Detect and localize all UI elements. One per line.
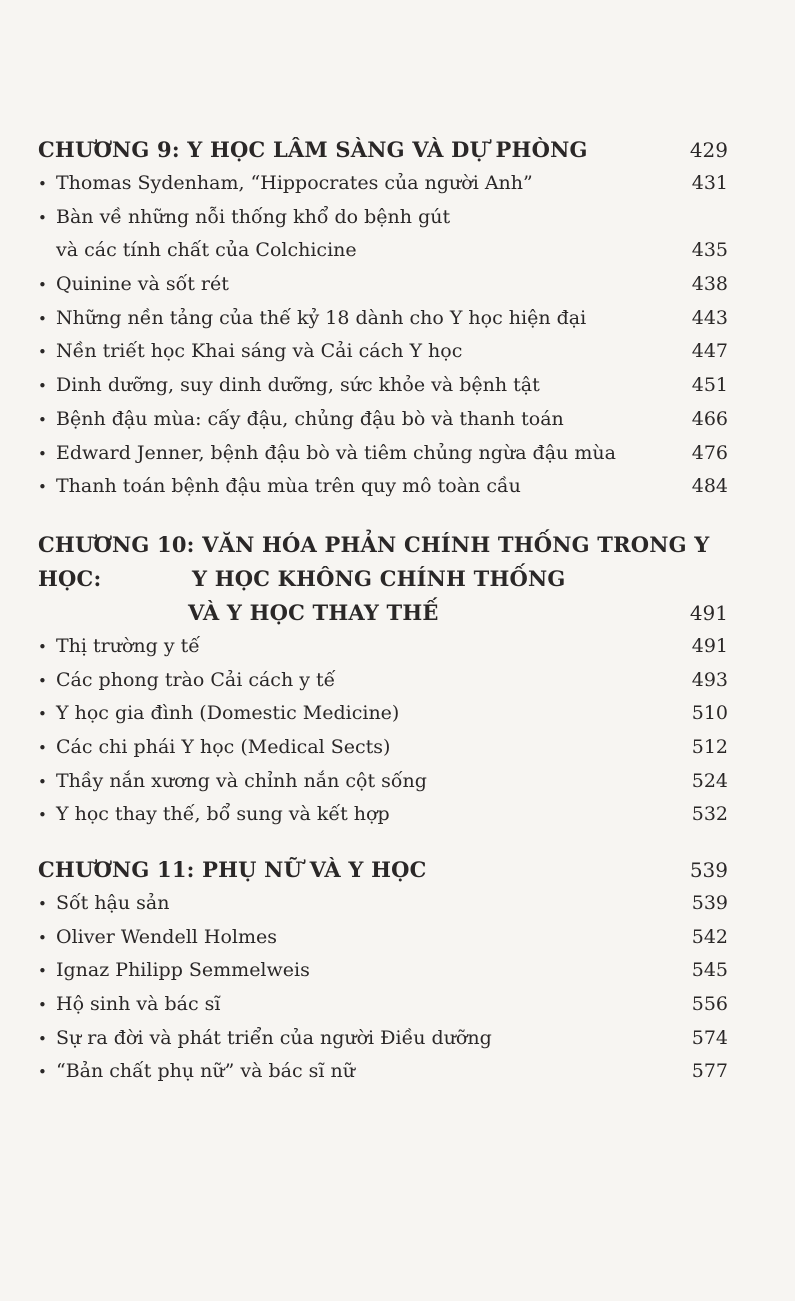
- bullet: •: [38, 377, 47, 396]
- bullet: •: [38, 671, 47, 690]
- entry-text: Oliver Wendell Holmes: [56, 925, 277, 948]
- bullet: •: [38, 1063, 47, 1082]
- entry-text: Thomas Sydenham, “Hippocrates của người Anh”: [56, 172, 533, 194]
- entry-page: 493: [691, 668, 728, 691]
- toc-entry: [38, 201, 728, 268]
- toc-entry: [38, 630, 728, 664]
- entry-page: 510: [691, 702, 728, 725]
- entry-page: 542: [691, 925, 728, 948]
- bullet: •: [38, 806, 47, 825]
- toc-entry: [38, 921, 728, 955]
- chapter-heading: [38, 853, 728, 887]
- toc-entry: [38, 731, 728, 765]
- entry-page: 484: [691, 475, 728, 498]
- entry-page: 451: [691, 374, 728, 397]
- entry-text: Dinh dưỡng, suy dinh dưỡng, sức khỏe và bệnh tật: [56, 374, 540, 397]
- entry-text: Bàn về những nỗi thống khổ do bệnh gút: [56, 205, 451, 228]
- bullet: •: [38, 410, 47, 429]
- entry-page: 443: [691, 306, 728, 329]
- bullet: •: [38, 1029, 47, 1048]
- toc-entry: [38, 1022, 728, 1056]
- bullet: •: [38, 705, 47, 724]
- entry-page: 435: [691, 239, 728, 262]
- entry-page: 512: [691, 735, 728, 758]
- chapter-title: CHƯƠNG 10: VĂN HÓA PHẢN CHÍNH THỐNG TRONG Y HỌC:: [38, 531, 710, 591]
- toc-entry: [38, 167, 728, 201]
- bullet: •: [38, 208, 47, 227]
- entry-text: Sốt hậu sản: [56, 892, 170, 914]
- entry-page: 574: [691, 1026, 728, 1049]
- chapter-page: 539: [689, 858, 728, 882]
- chapter-title-line2: Y HỌC KHÔNG CHÍNH THỐNG: [192, 565, 566, 591]
- toc-entry: [38, 437, 728, 471]
- entry-page: 532: [691, 803, 728, 826]
- toc-entry: [38, 954, 728, 988]
- entry-page: 524: [691, 769, 728, 792]
- entry-text: Các phong trào Cải cách y tế: [56, 668, 336, 691]
- entry-text: Ignaz Philipp Semmelweis: [56, 959, 310, 982]
- bullet: •: [38, 738, 47, 757]
- entry-page: 476: [691, 441, 728, 464]
- bullet: •: [38, 175, 47, 193]
- entry-page: 466: [691, 407, 728, 430]
- chapter-page: 491: [689, 600, 728, 625]
- entry-page: 431: [691, 172, 728, 194]
- entry-text: Quinine và sốt rét: [56, 273, 229, 296]
- entry-page: 545: [691, 959, 728, 982]
- bullet: •: [38, 996, 47, 1015]
- toc-entry: [38, 369, 728, 403]
- entry-text: Nền triết học Khai sáng và Cải cách Y học: [56, 340, 463, 363]
- table-of-contents: [38, 133, 728, 1089]
- bullet: •: [38, 276, 47, 295]
- toc-entry: [38, 887, 728, 921]
- bullet: •: [38, 343, 47, 362]
- bullet: •: [38, 637, 47, 656]
- entry-text: Thầy nắn xương và chỉnh nắn cột sống: [56, 769, 427, 792]
- bullet: •: [38, 444, 47, 463]
- toc-entry: [38, 798, 728, 832]
- toc-entry: [38, 268, 728, 302]
- entry-text: Thị trường y tế: [56, 634, 200, 657]
- bullet: •: [38, 962, 47, 981]
- chapter-heading: [38, 133, 728, 167]
- entry-text: Bệnh đậu mùa: cấy đậu, chủng đậu bò và thanh toán: [56, 407, 564, 430]
- bullet: •: [38, 309, 47, 328]
- entry-text: Những nền tảng của thế kỷ 18 dành cho Y học hiện đại: [56, 306, 587, 329]
- entry-page: 577: [691, 1060, 728, 1083]
- chapter-title: CHƯƠNG 9: Y HỌC LÂM SÀNG VÀ DỰ PHÒNG: [38, 137, 588, 162]
- toc-entry: [38, 697, 728, 731]
- entry-text: Các chi phái Y học (Medical Sects): [56, 735, 391, 758]
- bullet: •: [38, 928, 47, 947]
- entry-page: 447: [691, 340, 728, 363]
- chapter-title: CHƯƠNG 11: PHỤ NỮ VÀ Y HỌC: [38, 857, 427, 882]
- entry-text: Y học gia đình (Domestic Medicine): [56, 702, 400, 725]
- entry-page: 491: [691, 634, 728, 657]
- chapter-title-line3: VÀ Y HỌC THAY THẾ: [188, 599, 439, 625]
- toc-entry: [38, 664, 728, 698]
- entry-text: Sự ra đời và phát triển của người Điều dưỡng: [56, 1026, 492, 1049]
- entry-text: Y học thay thế, bổ sung và kết hợp: [56, 803, 390, 826]
- chapter-heading-continued: [38, 596, 728, 630]
- toc-entry: [38, 335, 728, 369]
- toc-entry: [38, 1055, 728, 1089]
- entry-text: Hộ sinh và bác sĩ: [56, 993, 221, 1016]
- toc-entry: [38, 403, 728, 437]
- toc-entry: [38, 988, 728, 1022]
- entry-page: 556: [691, 993, 728, 1016]
- bullet: •: [38, 772, 47, 791]
- toc-entry: [38, 302, 728, 336]
- toc-entry: [38, 470, 728, 504]
- entry-text: Thanh toán bệnh đậu mùa trên quy mô toàn cầu: [56, 475, 521, 498]
- entry-text: Edward Jenner, bệnh đậu bò và tiêm chủng ngừa đậu mùa: [56, 441, 616, 464]
- entry-page: 438: [691, 273, 728, 296]
- entry-text: “Bản chất phụ nữ” và bác sĩ nữ: [56, 1060, 355, 1083]
- bullet: •: [38, 895, 47, 913]
- entry-page: 539: [691, 892, 728, 914]
- toc-entry: [38, 765, 728, 799]
- bullet: •: [38, 478, 47, 497]
- entry-text-continued: và các tính chất của Colchicine: [56, 239, 357, 262]
- chapter-page: 429: [689, 138, 728, 162]
